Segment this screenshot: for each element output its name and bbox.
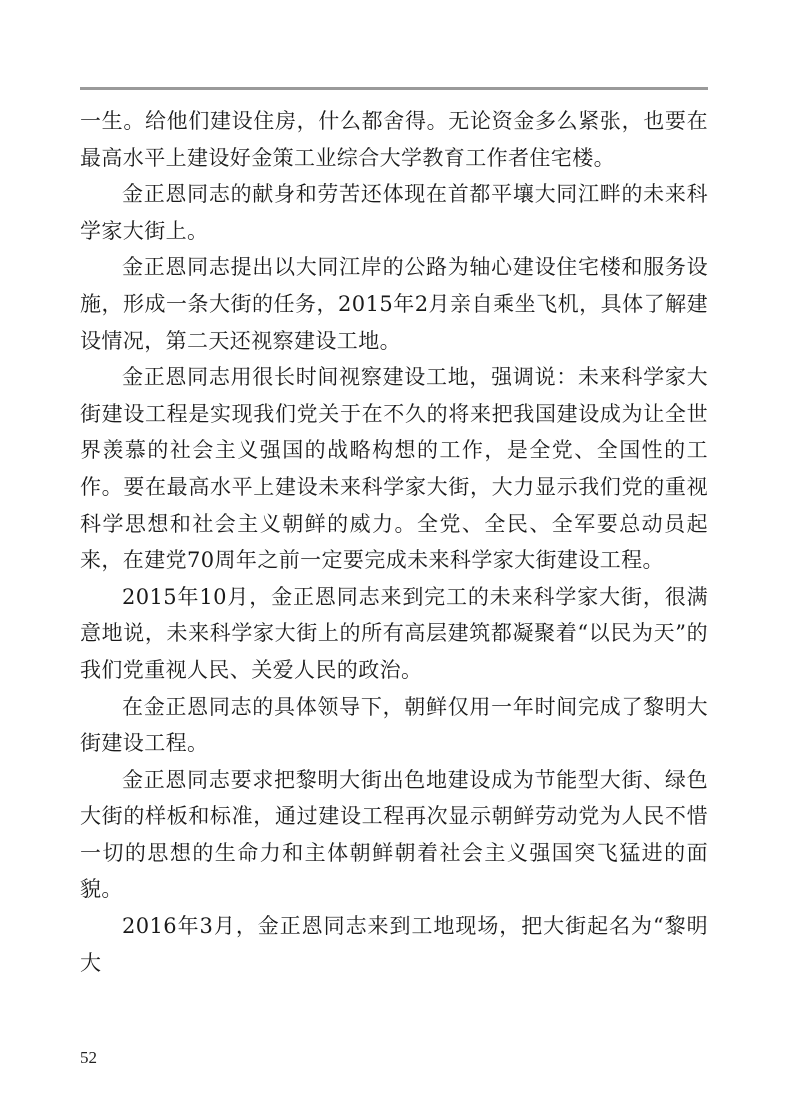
paragraph: 金正恩同志提出以大同江岸的公路为轴心建设住宅楼和服务设施，形成一条大街的任务，2015年2月亲自乘坐飞机，具体了解建设情况，第二天还视察建设工地。	[80, 255, 708, 353]
page-body	[80, 103, 708, 981]
paragraph: 2016年3月，金正恩同志来到工地现场，把大街起名为“黎明大	[80, 914, 708, 975]
paragraph: 2015年10月，金正恩同志来到完工的未来科学家大街，很满意地说，未来科学家大街上的所有高层建筑都凝聚着“以民为天”的我们党重视人民、关爱人民的政治。	[80, 584, 708, 682]
page-number: 52	[80, 1048, 97, 1067]
paragraph-continuation: 一生。给他们建设住房，什么都舍得。无论资金多么紧张，也要在最高水平上建设好金策工业综合大学教育工作者住宅楼。	[80, 109, 708, 170]
paragraph: 在金正恩同志的具体领导下，朝鲜仅用一年时间完成了黎明大街建设工程。	[80, 694, 708, 756]
paragraph: 金正恩同志要求把黎明大街出色地建设成为节能型大街、绿色大街的样板和标准，通过建设工程再次显示朝鲜劳动党为人民不惜一切的思想的生命力和主体朝鲜朝着社会主义强国突飞猛进的面貌。	[80, 767, 708, 902]
paragraph: 金正恩同志用很长时间视察建设工地，强调说：未来科学家大街建设工程是实现我们党关于在不久的将来把我国建设成为让全世界羡慕的社会主义强国的战略构想的工作，是全党、全国性的工作。要在最高水平上建设未来科学家大街，大力显示我们党的重视科学思想和社会主义朝鲜的威力。全党、全民、全军要总动员起来，在建党70周年之前一定要完成未来科学家大街建设工程。	[80, 365, 708, 573]
paragraph: 金正恩同志的献身和劳苦还体现在首都平壤大同江畔的未来科学家大街上。	[80, 182, 708, 243]
header-rule	[80, 87, 708, 90]
